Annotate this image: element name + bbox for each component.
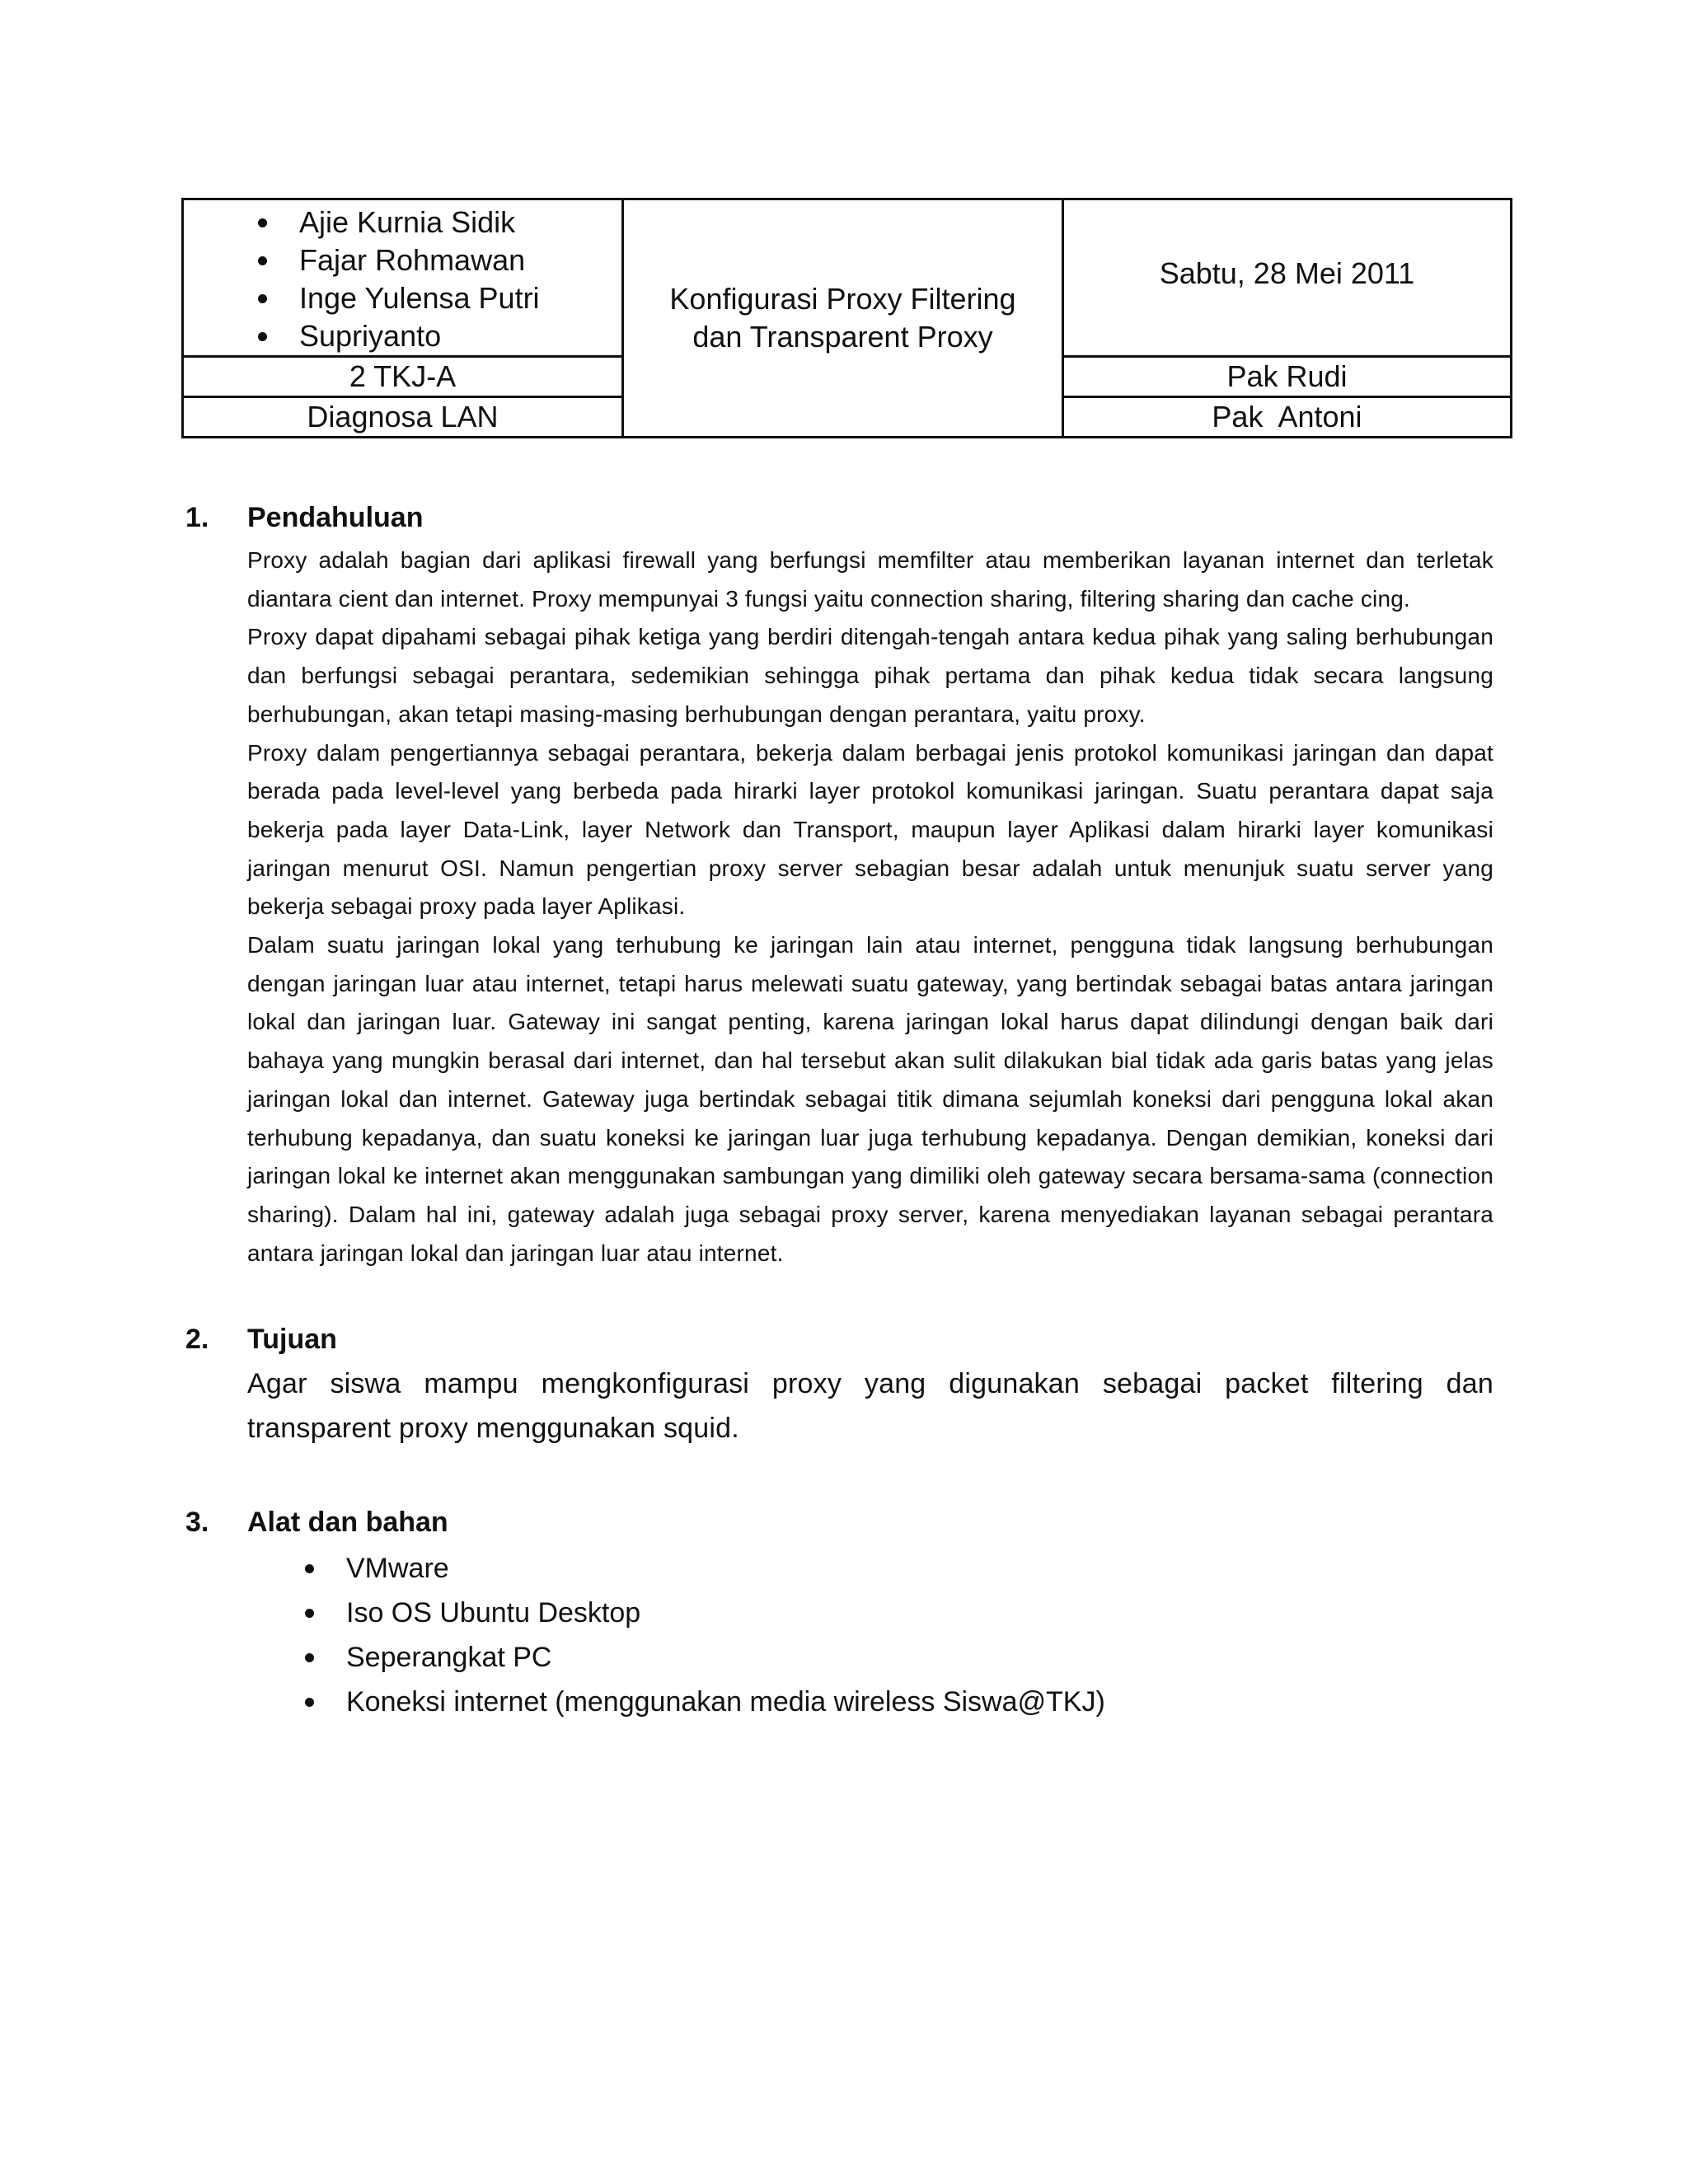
document-title: Konfigurasi Proxy Filtering dan Transparent Proxy <box>669 282 1016 354</box>
tools-list <box>247 1546 1493 1724</box>
teacher1-cell <box>1063 357 1512 397</box>
section-heading <box>185 1503 1493 1541</box>
teacher2-label: Pak Antoni <box>1212 400 1362 434</box>
list-item <box>346 1546 1493 1591</box>
class-cell <box>183 357 623 397</box>
section-number: 1. <box>185 502 209 533</box>
paragraph: Proxy dalam pengertiannya sebagai perantara, bekerja dalam berbagai jenis protokol komunikasi jaringan dan dapat berada pada level-level yang berbeda pada hirarki layer protokol komunikasi jaringan. Suatu perantara dapat saja bekerja pada layer Data-Link, layer Network dan Transport, maupun layer Aplikasi dalam hirarki layer komunikasi jaringan menurut OSI. Namun pengertian proxy server sebagian besar adalah untuk menunjuk suatu server yang bekerja sebagai proxy pada layer Aplikasi. <box>247 739 1493 920</box>
subject-cell <box>183 397 623 438</box>
member-item <box>258 279 621 317</box>
member-name: Ajie Kurnia Sidik <box>299 205 516 239</box>
document-date: Sabtu, 28 Mei 2011 <box>1159 256 1415 290</box>
teacher1-label: Pak Rudi <box>1226 359 1348 393</box>
list-item-text: Iso OS Ubuntu Desktop <box>346 1597 641 1629</box>
section-title: Alat dan bahan <box>247 1507 448 1539</box>
section-pendahuluan <box>185 499 1493 1272</box>
class-label: 2 TKJ-A <box>349 359 457 393</box>
bullet-icon <box>305 1653 314 1662</box>
list-item <box>346 1680 1493 1724</box>
teacher2-cell <box>1063 397 1512 438</box>
member-item <box>258 317 621 355</box>
section-heading <box>185 1320 1493 1358</box>
bullet-icon <box>305 1698 314 1707</box>
member-name: Fajar Rohmawan <box>299 243 526 277</box>
list-item <box>346 1635 1493 1680</box>
paragraph: Dalam suatu jaringan lokal yang terhubung ke jaringan lain atau internet, pengguna tidak langsung berhubungan dengan jaringan luar atau internet, tetapi harus melewati suatu gateway, yang bertindak sebagai batas antara jaringan lokal dan jaringan luar. Gateway ini sangat penting, karena jaringan lokal harus dapat dilindungi dengan baik dari bahaya yang mungkin berasal dari internet, dan hal tersebut akan sulit dilakukan bial tidak ada garis batas yang jelas jaringan lokal dan internet. Gateway juga bertindak sebagai titik dimana sejumlah koneksi dari pengguna lokal akan terhubung kepadanya, dan suatu koneksi ke jaringan luar juga terhubung kepadanya. Dengan demikian, koneksi dari jaringan lokal ke internet akan menggunakan sambungan yang dimiliki oleh gateway secara bersama-sama (connection sharing). Dalam hal ini, gateway adalah juga sebagai proxy server, karena menyediakan layanan sebagai perantara antara jaringan lokal dan jaringan luar atau internet. <box>247 932 1493 1266</box>
section-number: 3. <box>185 1507 209 1539</box>
section-number: 2. <box>185 1324 209 1356</box>
bullet-icon <box>258 218 267 227</box>
bullet-icon <box>258 332 267 341</box>
section-title: Pendahuluan <box>247 502 424 533</box>
members-list <box>184 200 621 355</box>
document-body <box>185 499 1493 1724</box>
list-item <box>346 1591 1493 1635</box>
member-item <box>258 241 621 279</box>
section-alat-dan-bahan <box>185 1503 1493 1724</box>
bullet-icon <box>258 294 267 303</box>
member-item <box>258 204 621 241</box>
bullet-icon <box>305 1564 314 1573</box>
members-cell <box>183 199 623 357</box>
header-table <box>181 198 1512 438</box>
section-heading <box>185 499 1493 537</box>
paragraph: Proxy adalah bagian dari aplikasi firewall yang berfungsi memfilter atau memberikan layanan internet dan terletak diantara cient dan internet. Proxy mempunyai 3 fungsi yaitu connection sharing, filtering sharing dan cache cing. <box>247 547 1493 612</box>
section-tujuan <box>185 1320 1493 1451</box>
paragraph: Agar siswa mampu mengkonfigurasi proxy yang digunakan sebagai packet filtering dan transparent proxy menggunakan squid. <box>247 1368 1493 1445</box>
section-title: Tujuan <box>247 1324 337 1356</box>
date-cell <box>1063 199 1512 357</box>
section-content <box>247 541 1493 1272</box>
member-name: Inge Yulensa Putri <box>299 281 540 315</box>
bullet-icon <box>305 1609 314 1618</box>
member-name: Supriyanto <box>299 319 442 353</box>
list-item-text: Seperangkat PC <box>346 1642 552 1674</box>
list-item-text: VMware <box>346 1553 449 1585</box>
subject-label: Diagnosa LAN <box>307 400 499 434</box>
paragraph: Proxy dapat dipahami sebagai pihak ketiga yang berdiri ditengah-tengah antara kedua pihak yang saling berhubungan dan berfungsi sebagai perantara, sedemikian sehingga pihak pertama dan pihak kedua tidak secara langsung berhubungan, akan tetapi masing-masing berhubungan dengan perantara, yaitu proxy. <box>247 624 1493 727</box>
title-cell <box>623 199 1063 438</box>
bullet-icon <box>258 256 267 265</box>
list-item-text: Koneksi internet (menggunakan media wireless Siswa@TKJ) <box>346 1686 1105 1718</box>
